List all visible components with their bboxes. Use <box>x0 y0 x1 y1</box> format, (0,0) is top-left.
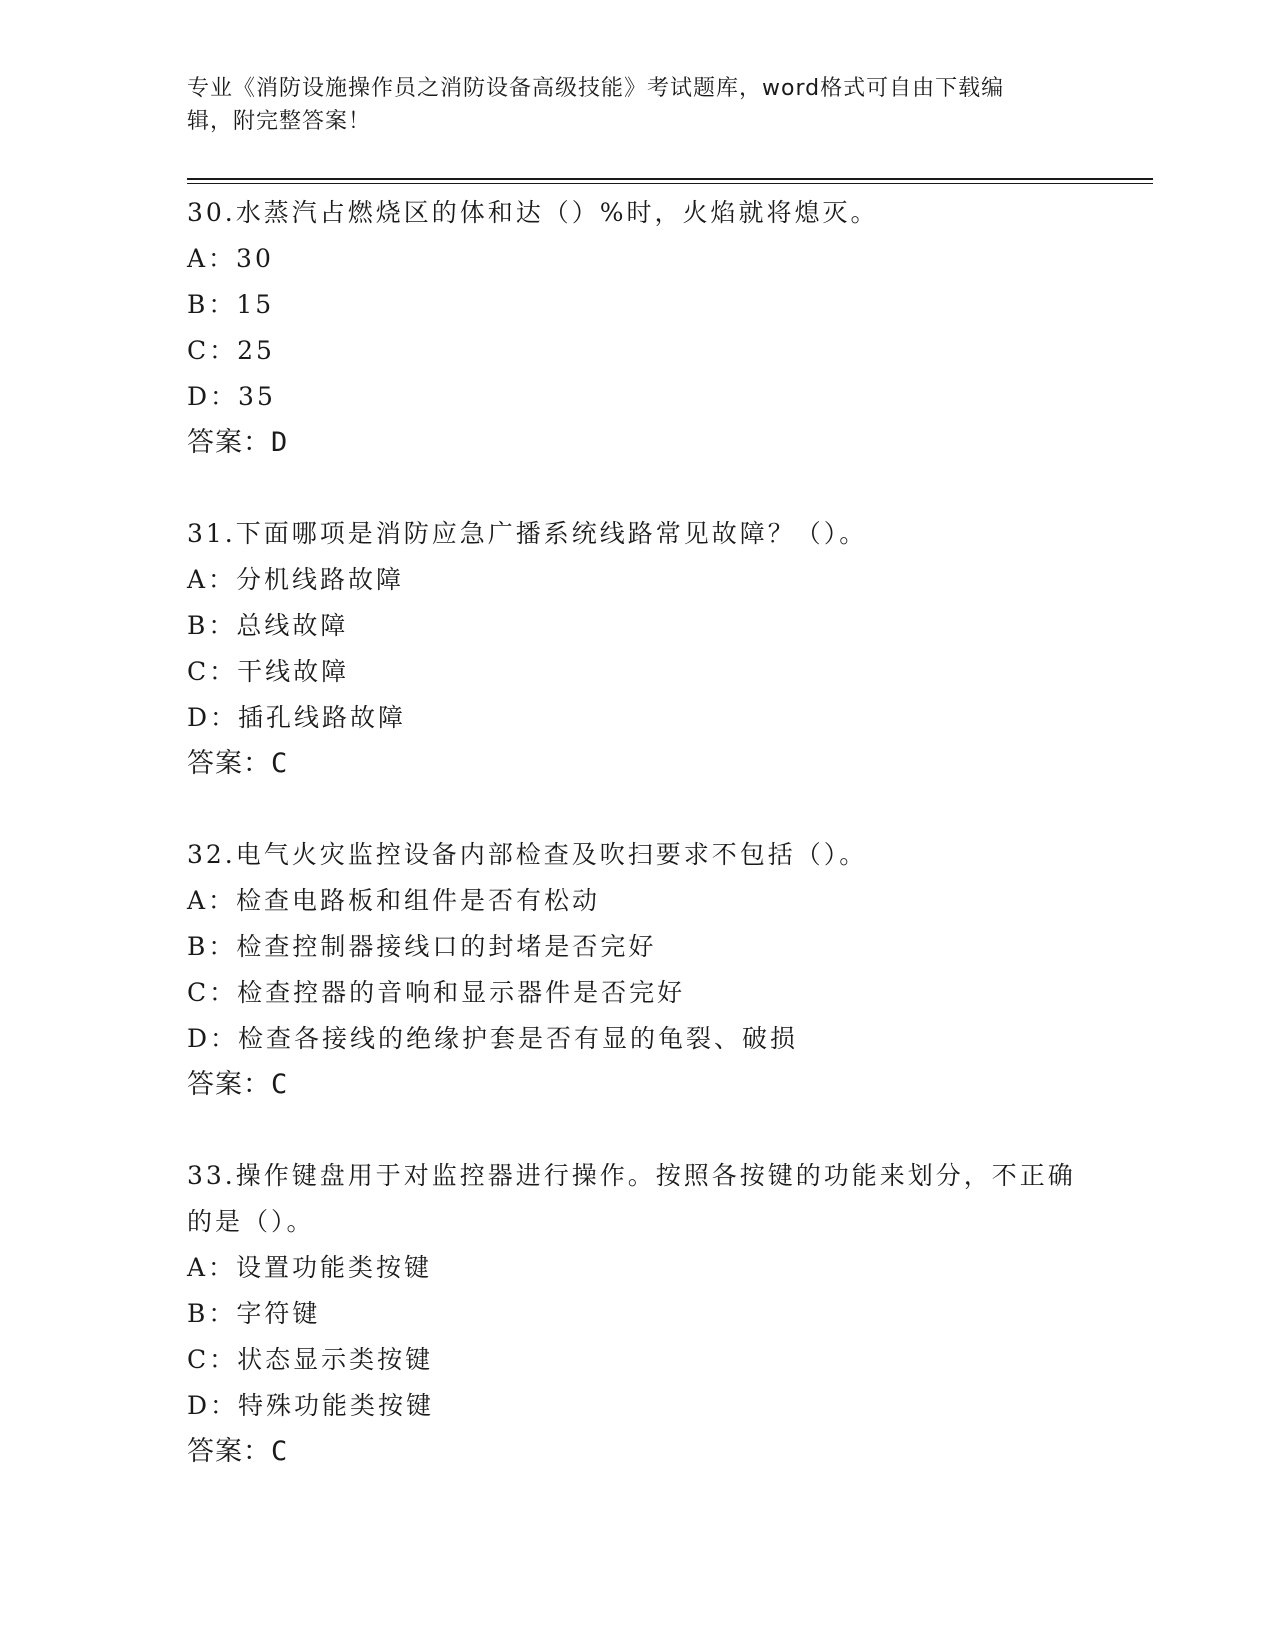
option-b: B：字符键 <box>187 1299 321 1328</box>
answer-line <box>187 1429 1087 1475</box>
answer-label: 答案： <box>187 1069 271 1100</box>
answer-label: 答案： <box>187 427 271 458</box>
question-title: 32.电气火灾监控设备内部检查及吹扫要求不包括（）。 <box>187 840 868 869</box>
header-divider-thick <box>187 178 1153 180</box>
question-title: 33.操作键盘用于对监控器进行操作。按照各按键的功能来划分，不正确的是（）。 <box>187 1161 1076 1236</box>
option-a: A：分机线路故障 <box>187 565 405 594</box>
option-d: D：特殊功能类按键 <box>187 1391 435 1420</box>
option-b: B：检查控制器接线口的封堵是否完好 <box>187 932 657 961</box>
answer-line <box>187 420 1087 466</box>
question-30 <box>187 190 1087 466</box>
option-d: D：检查各接线的绝缘护套是否有显的龟裂、破损 <box>187 1024 799 1053</box>
header-divider-thin <box>187 183 1153 184</box>
option-a: A：设置功能类按键 <box>187 1253 433 1282</box>
header-line-2: 辑，附完整答案！ <box>187 109 372 134</box>
question-title: 31.下面哪项是消防应急广播系统线路常见故障？（）。 <box>187 519 868 548</box>
answer-line <box>187 741 1087 787</box>
document-header <box>187 72 1067 138</box>
question-33 <box>187 1153 1087 1475</box>
header-line-1: 专业《消防设施操作员之消防设备高级技能》考试题库，word格式可自由下载编 <box>187 76 1005 101</box>
answer-line <box>187 1062 1087 1108</box>
option-a: A：30 <box>187 244 274 273</box>
option-c: C：干线故障 <box>187 657 350 686</box>
answer-value: C <box>271 748 289 779</box>
option-b: B：15 <box>187 290 275 319</box>
option-c: C：状态显示类按键 <box>187 1345 434 1374</box>
question-32 <box>187 832 1087 1108</box>
answer-value: C <box>271 1069 289 1100</box>
answer-value: D <box>271 427 289 458</box>
option-c: C：检查控器的音响和显示器件是否完好 <box>187 978 686 1007</box>
question-31 <box>187 511 1087 787</box>
question-title: 30.水蒸汽占燃烧区的体和达（）%时，火焰就将熄灭。 <box>187 198 879 227</box>
option-c: C：25 <box>187 336 275 365</box>
answer-value: C <box>271 1436 289 1467</box>
answer-label: 答案： <box>187 1436 271 1467</box>
option-b: B：总线故障 <box>187 611 349 640</box>
question-list <box>187 190 1087 1520</box>
answer-label: 答案： <box>187 748 271 779</box>
option-a: A：检查电路板和组件是否有松动 <box>187 886 601 915</box>
option-d: D：35 <box>187 382 276 411</box>
option-d: D：插孔线路故障 <box>187 703 407 732</box>
